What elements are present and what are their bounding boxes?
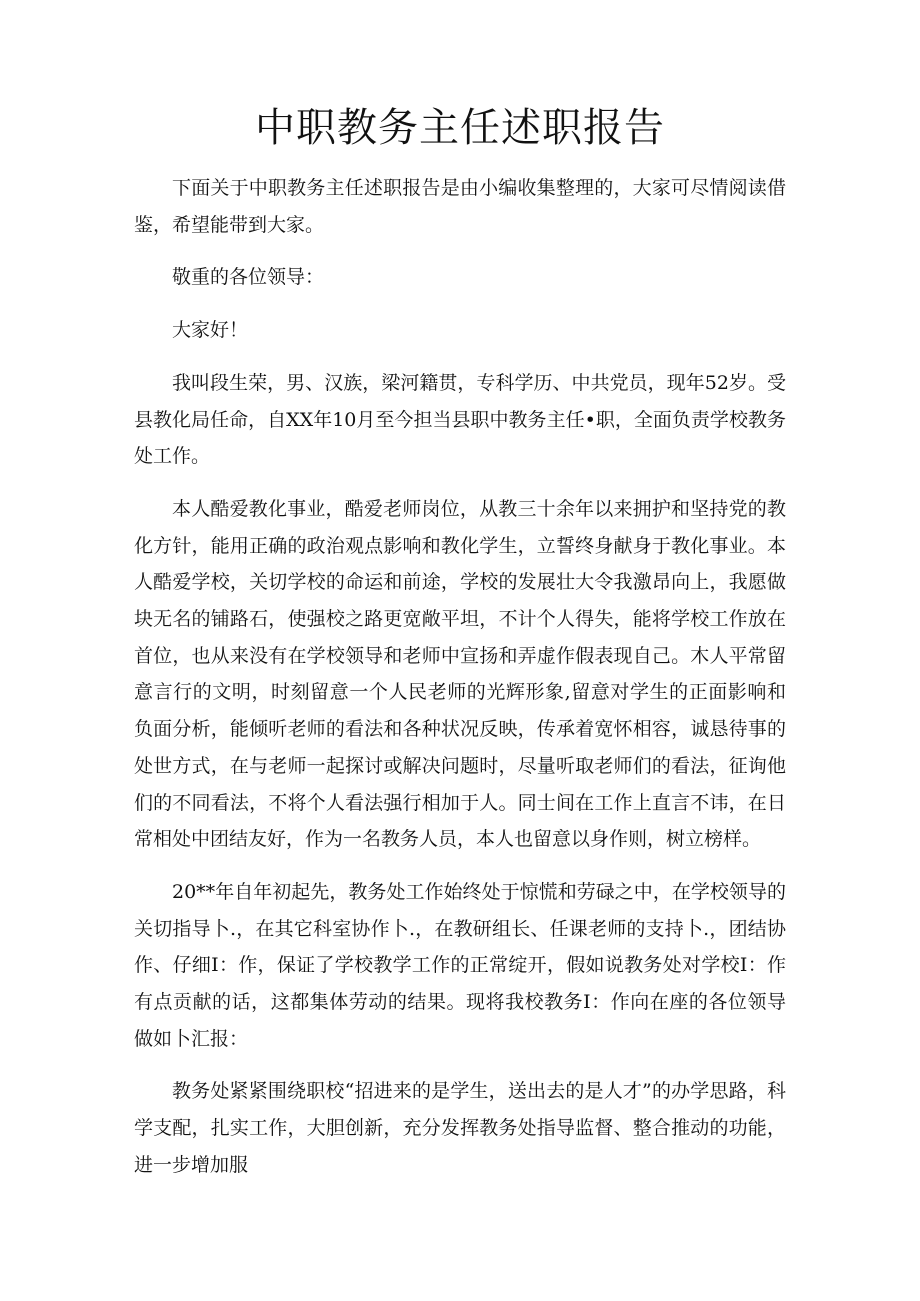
document-body (134, 170, 786, 1200)
paragraph-salutation: 敬重的各位领导： (172, 266, 325, 289)
paragraph-greeting: 大家好！ (172, 319, 249, 342)
document-title: 中职教务主任述职报告 (255, 105, 665, 151)
paragraph-personal-conduct: 本人酷爱教化事业，酷爱老师岗位，从教三十余年以来拥护和坚持党的教化方针，能用正确的政治观点影响和教化学生，立誓终身献身于教化事业。本人酷爱学校，关切学校的命运和前途，学校的发展壮大令我激昂向上，我愿做块无名的铺路石，使强校之路更宽敞平坦，不计个人得失，能将学校工作放在首位，也从来没有在学校领导和老师中宣扬和弄虚作假表现自己。木人平常留意言行的文明，时刻留意一个人民老师的光辉形象,留意对学生的正面影响和负面分析，能倾听老师的看法和各种状况反映，传承着宽怀相容，诚恳待事的处世方式，在与老师一起探讨或解决问题时，尽量听取老师们的看法，征询他们的不同看法，不将个人看法强行相加于人。同士间在工作上直言不讳，在日常相处中团结友好，作为一名教务人员，本人也留意以身作则，树立榜样。 (134, 497, 786, 851)
paragraph-intro: 下面关于中职教务主任述职报告是由小编收集整理的，大家可尽情阅读借鉴，希望能带到大家。 (134, 177, 786, 236)
paragraph-work-overview: 20**年自年初起先，教务处工作始终处于惊慌和劳碌之中，在学校领导的关切指导卜.，在其它科室协作卜.，在教研组长、任课老师的支持卜.，团结协作、仔细I：作，保证了学校教学工作的正常绽开，假如说教务处对学校I：作有点贡献的话，这都集体劳动的结果。现将我校教务I：作向在座的各位领导做如卜汇报： (134, 880, 786, 1050)
paragraph-self-introduction: 我叫段生荣，男、汉族，梁河籍贯，专科学历、中共党员，现年52岁。受县教化局任命，自XX年10月至今担当县职中教务主任•职，全面负责学校教务处工作。 (134, 371, 786, 468)
paragraph-work-approach: 教务处紧紧围绕职校“招进来的是学生，送出去的是人才”的办学思路，科学支配，扎实工作，大胆创新，充分发挥教务处指导监督、整合推动的功能，进一步增加服 (134, 1080, 786, 1176)
